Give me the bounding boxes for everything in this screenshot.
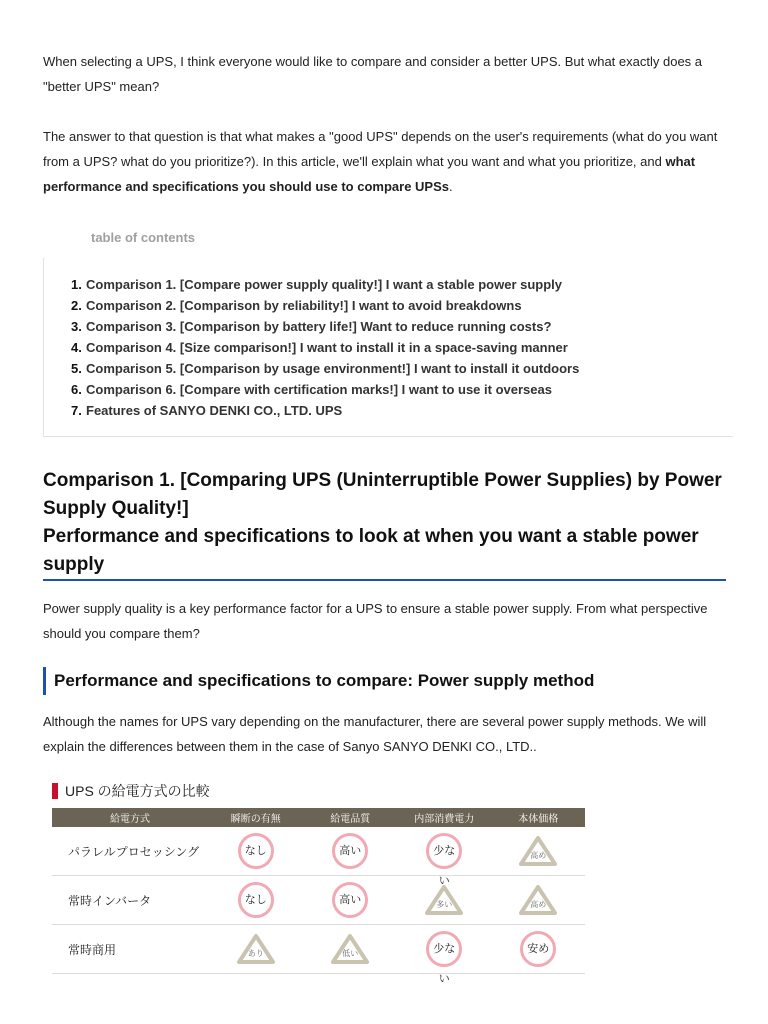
table-row: [52, 876, 585, 925]
circle-mark-icon: 少ない: [426, 931, 462, 967]
intro-paragraph-2: [43, 124, 733, 199]
toc-item-number: 4.: [71, 340, 82, 355]
toc-item-link[interactable]: Comparison 6. [Compare with certification marks!] I want to use it overseas: [86, 382, 552, 397]
table-row: [52, 925, 585, 974]
table-header-cell: 内部消費電力: [397, 808, 491, 827]
triangle-mark-icon: 高め: [518, 835, 558, 867]
intro-paragraph-2-text: The answer to that question is that what makes a "good UPS" depends on the user's requirements (what do you want from a UPS? what do you prioritize?). In this article, we'll explain what you want and what you prioritize, and: [43, 129, 718, 169]
rating-cell: [491, 827, 585, 876]
table-header-cell: 給電品質: [303, 808, 397, 827]
toc-item-link[interactable]: Comparison 3. [Comparison by battery life!] Want to reduce running costs?: [86, 319, 552, 334]
table-header-cell: 本体価格: [491, 808, 585, 827]
toc-item-1[interactable]: [71, 274, 579, 295]
method-name-cell: パラレルプロセッシング: [52, 827, 208, 876]
intro-paragraph-1: When selecting a UPS, I think everyone would like to compare and consider a better UPS. But what exactly does a "better UPS" mean?: [43, 54, 703, 94]
triangle-mark-icon: 高め: [518, 884, 558, 916]
comparison-table: [52, 808, 585, 985]
rating-cell: [208, 827, 303, 876]
rating-cell: [491, 876, 585, 925]
section-heading: [43, 467, 726, 581]
section-paragraph-2: Although the names for UPS vary depending on the manufacturer, there are several power supply methods. We will explain the differences between them in the case of Sanyo SANYO DENKI CO., LTD..: [43, 714, 707, 754]
toc-item-6[interactable]: [71, 379, 579, 400]
triangle-mark-icon: 多い: [424, 884, 464, 916]
power-supply-comparison-figure: [52, 782, 585, 985]
rating-cell: [303, 827, 397, 876]
toc-item-number: 6.: [71, 382, 82, 397]
subheading: Performance and specifications to compare: Power supply method: [54, 671, 595, 690]
table-row: [52, 827, 585, 876]
rating-cell: [397, 925, 491, 985]
table-header-row: [52, 808, 585, 827]
circle-mark-icon: なし: [238, 833, 274, 869]
toc-item-5[interactable]: [71, 358, 579, 379]
toc-item-number: 5.: [71, 361, 82, 376]
figure-caption: UPS の給電方式の比較: [65, 783, 210, 799]
toc-item-link[interactable]: Comparison 1. [Compare power supply quality!] I want a stable power supply: [86, 277, 563, 292]
toc-item-number: 3.: [71, 319, 82, 334]
subheading-block: [43, 667, 594, 695]
rating-cell: [208, 876, 303, 925]
circle-mark-icon: なし: [238, 882, 274, 918]
toc-item-2[interactable]: [71, 295, 579, 316]
toc-item-3[interactable]: [71, 316, 579, 337]
rating-cell: [303, 876, 397, 925]
toc-item-link[interactable]: Features of SANYO DENKI CO., LTD. UPS: [86, 403, 343, 418]
circle-mark-icon: 少ない: [426, 833, 462, 869]
figure-accent-bar: [52, 783, 58, 799]
rating-cell: [208, 925, 303, 974]
table-of-contents: [43, 258, 733, 437]
intro-paragraph-2-bold: what performance and specifications you should use to compare UPSs: [43, 154, 696, 194]
toc-title: table of contents: [91, 230, 196, 245]
toc-item-7[interactable]: [71, 400, 579, 421]
toc-item-4[interactable]: [71, 337, 579, 358]
table-header-cell: 瞬断の有無: [208, 808, 303, 827]
section-paragraph: Power supply quality is a key performance factor for a UPS to ensure a stable power supply. From what perspective should you compare them?: [43, 601, 708, 641]
triangle-mark-icon: あり: [236, 933, 276, 965]
table-header-cell: 給電方式: [52, 808, 208, 827]
rating-cell: [303, 925, 397, 974]
toc-item-link[interactable]: Comparison 2. [Comparison by reliability!] I want to avoid breakdowns: [86, 298, 522, 313]
triangle-mark-icon: 低い: [330, 933, 370, 965]
section-heading-line-2: Performance and specifications to look at when you want a stable power supply: [43, 526, 699, 575]
toc-item-link[interactable]: Comparison 5. [Comparison by usage environment!] I want to install it outdoors: [86, 361, 580, 376]
table-body: [52, 827, 585, 985]
intro-paragraph-2-end: .: [449, 179, 453, 194]
rating-cell: [491, 925, 585, 974]
circle-mark-icon: 安め: [520, 931, 556, 967]
section-heading-line-1: Comparison 1. [Comparing UPS (Uninterruptible Power Supplies) by Power Supply Quality!]: [43, 470, 722, 519]
figure-title: [52, 782, 585, 800]
toc-list: [71, 274, 579, 421]
toc-item-number: 7.: [71, 403, 82, 418]
rating-cell: [397, 827, 491, 887]
circle-mark-icon: 高い: [332, 882, 368, 918]
toc-item-number: 2.: [71, 298, 82, 313]
method-name-cell: 常時商用: [52, 925, 208, 974]
circle-mark-icon: 高い: [332, 833, 368, 869]
toc-item-number: 1.: [71, 277, 82, 292]
toc-item-link[interactable]: Comparison 4. [Size comparison!] I want to install it in a space-saving manner: [86, 340, 568, 355]
method-name-cell: 常時インバータ: [52, 876, 208, 925]
